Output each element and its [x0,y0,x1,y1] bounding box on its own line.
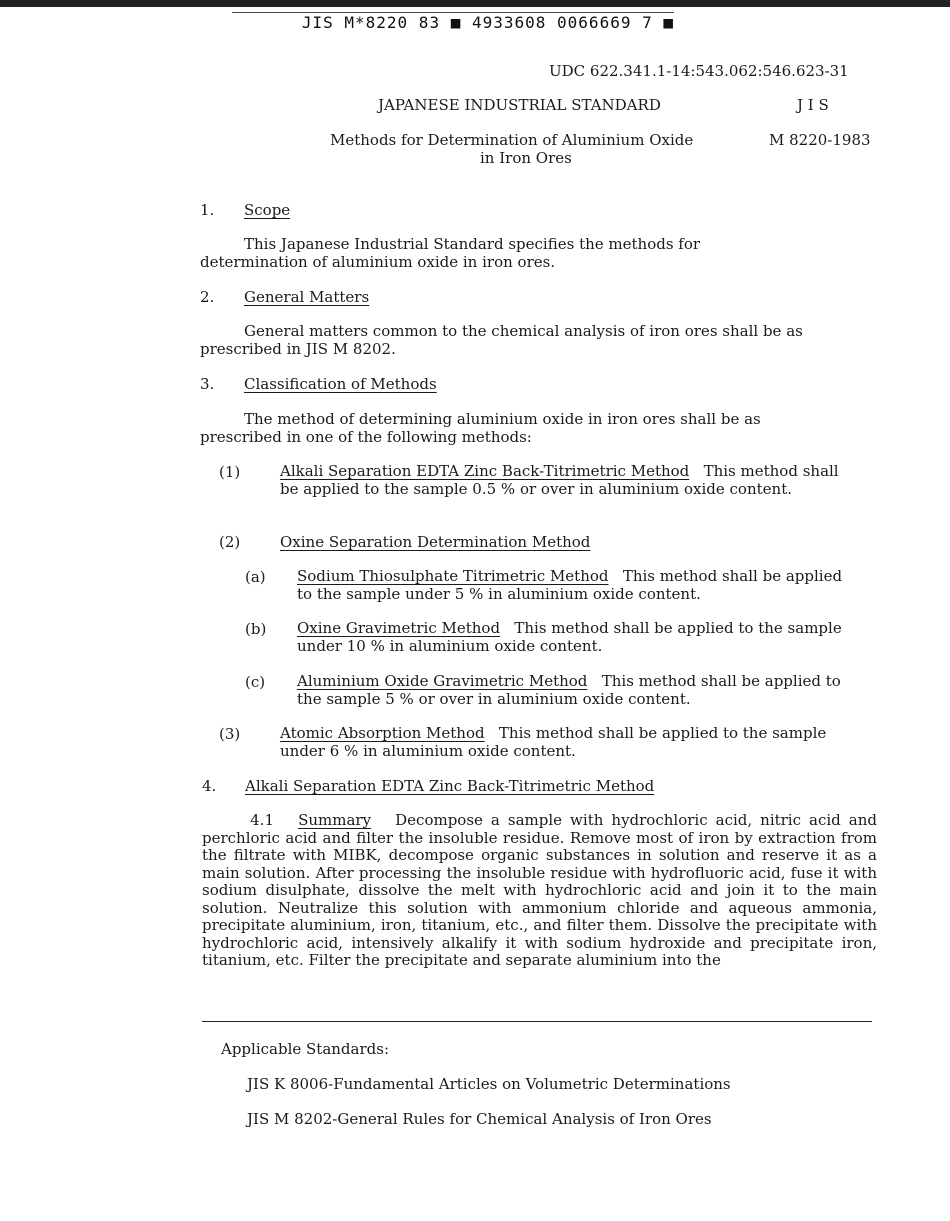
item-2b [297,620,857,655]
header-strip-text: JIS M*8220 83 ■ 4933608 0066669 7 ■ [301,13,674,32]
item-3-text: This method shall be applied to the sample under 6 % in aluminium oxide content. [280,724,827,760]
section-1-body: This Japanese Industrial Standard specifies the methods for determination of aluminium oxide in iron ores. [200,235,701,271]
section-3-heading: Classification of Methods [244,375,437,393]
section-4-1-heading: Summary [298,811,372,829]
title-line-2: in Iron Ores [480,149,572,167]
udc-code: UDC 622.341.1-14:543.062:546.623-31 [549,62,849,80]
section-4-heading: Alkali Separation EDTA Zinc Back-Titrimetric Method [245,777,655,795]
section-2-heading: General Matters [244,288,370,306]
top-scan-border [0,0,950,7]
item-1 [280,463,860,498]
standard-body: JAPANESE INDUSTRIAL STANDARD [378,96,661,114]
item-1-number: (1) [219,463,241,481]
item-1-title: Alkali Separation EDTA Zinc Back-Titrimetric Method [280,462,690,480]
item-2-title: Oxine Separation Determination Method [280,533,591,551]
item-2c [297,673,857,708]
section-3-number: 3. [200,375,215,393]
standard-number: M 8220-1983 [769,131,871,149]
section-4-1-paragraph [202,812,877,970]
item-2a-title: Sodium Thiosulphate Titrimetric Method [297,567,609,585]
section-2-body: General matters common to the chemical analysis of iron ores shall be as prescribed in JIS M 8202. [200,322,803,358]
section-4-1-body: Decompose a sample with hydrochloric acid, nitric acid and perchloric acid and filter the insoluble residue. Remove most of iron by extraction from the filtrate with MIBK, decompose organic substances in solution and reserve it as a main solution. After processing the insoluble residue with hydrofluoric acid, fuse it with sodium disulphate, dissolve the melt with hydrochloric acid and join it to the main solution. Neutralize this solution with ammonium chloride and aqueous ammonia, precipitate aluminium, iron, titanium, etc., and filter them. Dissolve the precipitate with hydrochloric acid, intensively alkalify it with sodium hydroxide and precipitate iron, titanium, etc. Filter the precipitate and separate aluminium into the [202,811,878,969]
item-2c-text: This method shall be applied to the sample 5 % or over in aluminium oxide content. [297,672,841,708]
footnote-heading: Applicable Standards: [221,1040,389,1058]
section-1-number: 1. [200,201,215,219]
item-1-text: This method shall be applied to the sample 0.5 % or over in aluminium oxide content. [280,462,839,498]
header-strip [232,12,674,35]
footnote-ref-2: JIS M 8202-General Rules for Chemical Analysis of Iron Ores [247,1110,712,1128]
item-2b-number: (b) [245,620,267,638]
item-3 [280,725,860,760]
section-4-1-number: 4.1 [250,811,274,829]
item-2c-number: (c) [245,673,266,691]
footnote-divider [202,1021,872,1022]
item-3-title: Atomic Absorption Method [280,724,485,742]
section-1-heading: Scope [244,201,291,219]
item-3-number: (3) [219,725,241,743]
footnote-ref-1: JIS K 8006-Fundamental Articles on Volumetric Determinations [247,1075,731,1093]
item-2-number: (2) [219,533,241,551]
section-4-number: 4. [202,777,217,795]
section-3-body: The method of determining aluminium oxide in iron ores shall be as prescribed in one of the following methods: [200,410,761,446]
item-2b-text: This method shall be applied to the sample under 10 % in aluminium oxide content. [297,619,842,655]
jis-mark: J I S [797,96,829,114]
item-2b-title: Oxine Gravimetric Method [297,619,501,637]
item-2a-number: (a) [245,568,266,586]
item-2c-title: Aluminium Oxide Gravimetric Method [297,672,588,690]
title-line-1: Methods for Determination of Aluminium Oxide [330,131,694,149]
item-2a [297,568,857,603]
item-2a-text: This method shall be applied to the sample under 5 % in aluminium oxide content. [297,567,843,603]
section-2-number: 2. [200,288,215,306]
